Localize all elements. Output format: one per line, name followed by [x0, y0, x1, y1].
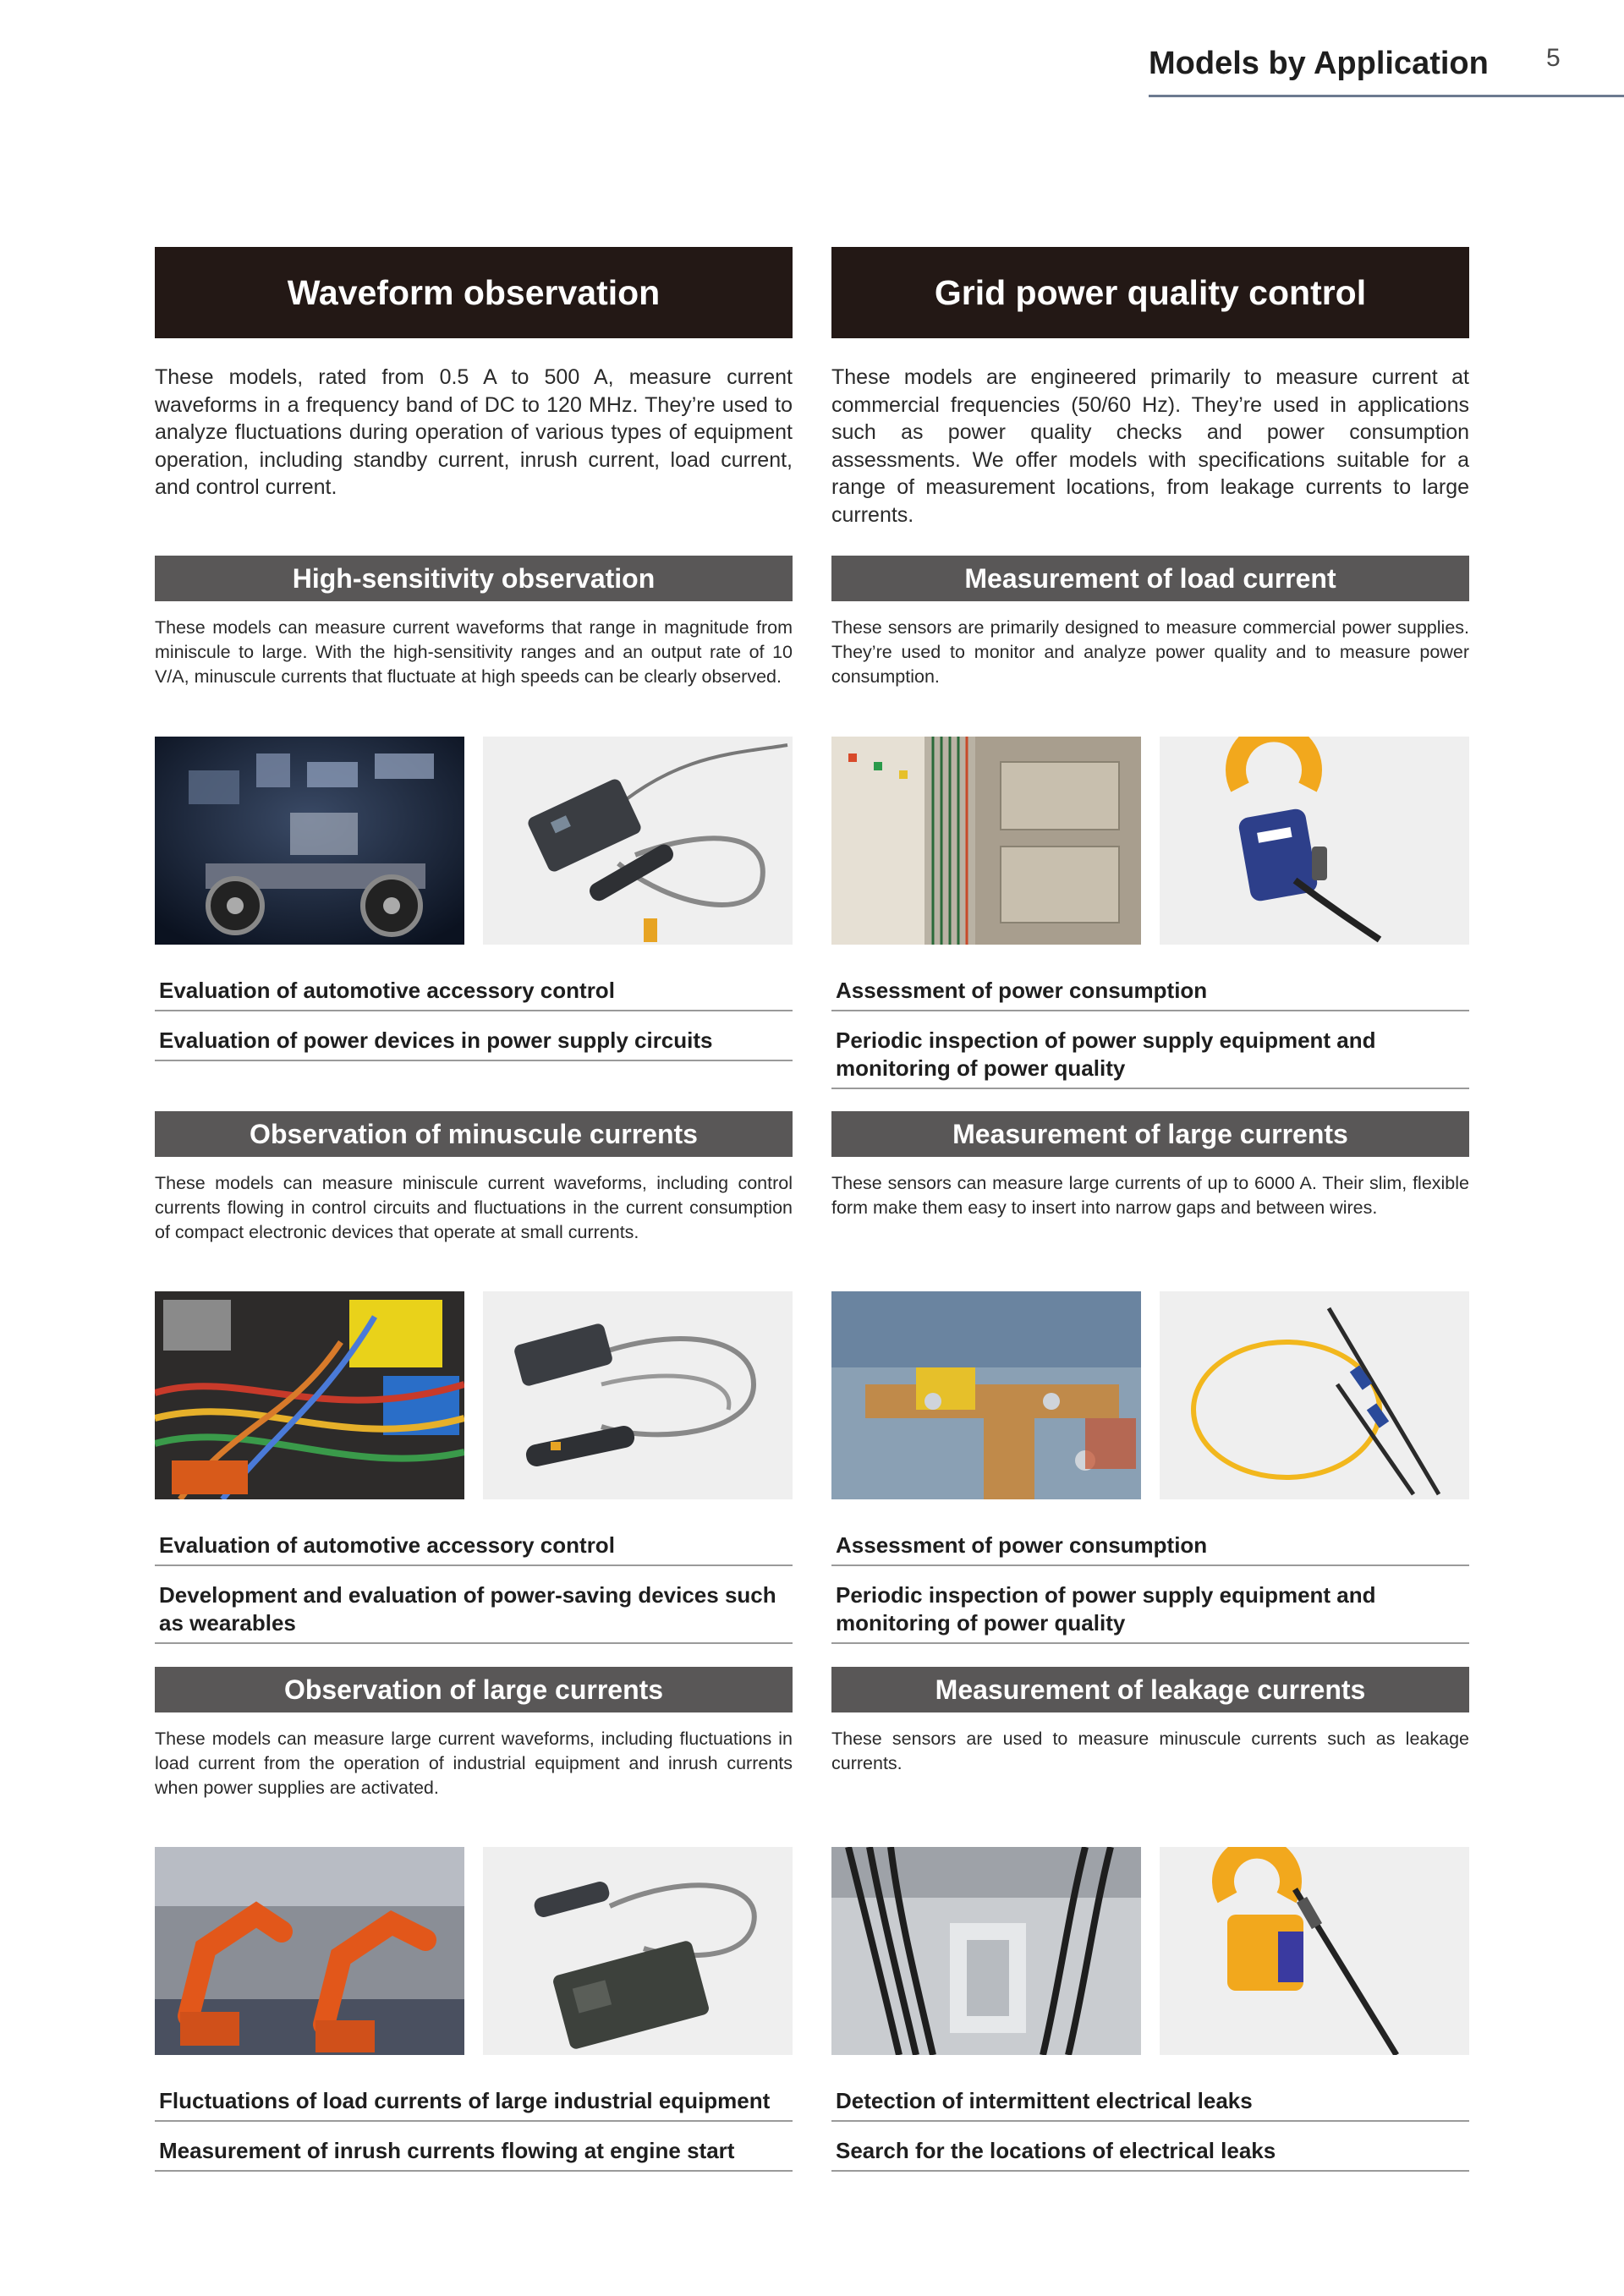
column-description: These models, rated from 0.5 A to 500 A, measure current waveforms in a frequency band of DC to 120 MHz. They’re used to analyze fluctuations during operation of various types of equipment operation, including standby current, inrush current, load current, and control current. — [155, 365, 793, 499]
switchboard-room-photo — [831, 737, 1141, 945]
application-item: Periodic inspection of power supply equipment and monitoring of power quality — [831, 1022, 1469, 1089]
application-item: Detection of intermittent electrical leaks — [831, 2082, 1469, 2122]
current-probe-photo — [483, 737, 793, 945]
current-probe-photo — [483, 1291, 793, 1499]
busbar-photo — [831, 1291, 1141, 1499]
application-item: Search for the locations of electrical leaks — [831, 2132, 1469, 2172]
section-description: These sensors are primarily designed to measure commercial power supplies. They’re used to monitor and analyze power quality and to measure power consumption. — [831, 617, 1469, 687]
application-item: Fluctuations of load currents of large industrial equipment — [155, 2082, 793, 2122]
flexible-sensor-photo — [1160, 1291, 1469, 1499]
section-title: High-sensitivity observation — [155, 556, 793, 601]
application-item: Development and evaluation of power-saving devices such as wearables — [155, 1576, 793, 1644]
application-list — [155, 972, 793, 1061]
application-list — [155, 1526, 793, 1644]
application-list — [831, 2082, 1469, 2172]
grid-power-quality-column — [831, 0, 1469, 2296]
application-item: Measurement of inrush currents flowing at engine start — [155, 2132, 793, 2172]
section-title: Observation of minuscule currents — [155, 1111, 793, 1157]
section-title: Observation of large currents — [155, 1667, 793, 1712]
page-number: 5 — [1546, 44, 1561, 72]
section-description: These models can measure current waveforms that range in magnitude from miniscule to large. With the high-sensitivity ranges and an output rate of 10 V/A, minuscule currents that fluctuate at high speeds can be clearly observed. — [155, 617, 793, 687]
leakage-clamp-sensor-photo — [1160, 1847, 1469, 2055]
section-description: These models can measure large current waveforms, including fluctuations in load current from the operation of industrial equipment and inrush currents when power supplies are activated. — [155, 1729, 793, 1798]
waveform-observation-column — [155, 0, 793, 2296]
page-title: Models by Application — [1149, 46, 1489, 81]
application-item: Evaluation of automotive accessory control — [155, 972, 793, 1011]
section-description: These models can measure miniscule current waveforms, including control currents flowing in control circuits and fluctuations in the current consumption of compact electronic devices that operate at small currents. — [155, 1173, 793, 1242]
current-probe-photo — [483, 1847, 793, 2055]
section-description: These sensors are used to measure minuscule currents such as leakage currents. — [831, 1729, 1469, 1773]
column-description: These models are engineered primarily to measure current at commercial frequencies (50/60 Hz). They’re used in applications such as power quality checks and power consumption assessments. We offer models with specifications suitable for a range of measurement locations, from leakage currents to large currents. — [831, 365, 1469, 527]
automotive-electronics-photo — [155, 737, 464, 945]
application-item: Assessment of power consumption — [831, 1526, 1469, 1566]
column-title: Waveform observation — [155, 247, 793, 338]
application-item: Evaluation of power devices in power supply circuits — [155, 1022, 793, 1061]
section-title: Measurement of large currents — [831, 1111, 1469, 1157]
application-item: Periodic inspection of power supply equipment and monitoring of power quality — [831, 1576, 1469, 1644]
application-list — [831, 972, 1469, 1089]
column-title: Grid power quality control — [831, 247, 1469, 338]
application-item: Assessment of power consumption — [831, 972, 1469, 1011]
industrial-robots-photo — [155, 1847, 464, 2055]
section-title: Measurement of load current — [831, 556, 1469, 601]
wiring-harness-photo — [155, 1291, 464, 1499]
clamp-sensor-photo — [1160, 737, 1469, 945]
section-title: Measurement of leakage currents — [831, 1667, 1469, 1712]
application-item: Evaluation of automotive accessory control — [155, 1526, 793, 1566]
section-description: These sensors can measure large currents of up to 6000 A. Their slim, flexible form make them easy to insert into narrow gaps and between wires. — [831, 1173, 1469, 1218]
application-list — [155, 2082, 793, 2172]
application-list — [831, 1526, 1469, 1644]
cable-room-photo — [831, 1847, 1141, 2055]
